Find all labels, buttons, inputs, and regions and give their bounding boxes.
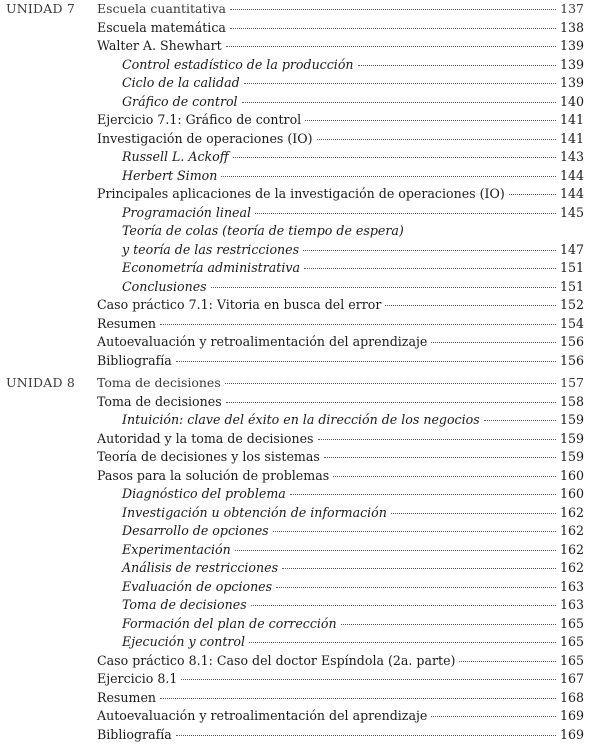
entry-page-number: 141 [560,112,585,127]
entry-row [122,596,584,615]
entry-row [122,241,584,260]
unit-title-row [97,374,584,393]
entry-row [97,296,584,315]
entry-page-number: 138 [560,19,585,35]
unit-title-row [97,0,584,19]
entry-row [97,393,584,412]
entry-row [122,504,584,523]
entry-row [122,93,584,112]
entry-row [122,204,584,223]
toc-subentry[interactable] [0,522,600,541]
dot-leader [226,46,556,47]
entry-row [122,278,584,297]
dot-leader [303,250,556,251]
toc-subentry[interactable] [0,578,600,597]
entry-row [122,222,584,241]
entry-page-number: 163 [560,578,585,594]
toc-subentry[interactable] [0,148,600,167]
dot-leader [255,213,556,214]
entry-title: Escuela matemática [97,19,226,35]
entry-title: Autoevaluación y retroalimentación del aprendizaje [97,334,428,349]
toc-entry[interactable] [0,185,600,204]
entry-row [122,74,584,93]
entry-title: Investigación u obtención de información [122,504,387,520]
entry-row [122,541,584,560]
dot-leader [304,268,556,269]
entry-title: y teoría de las restricciones [122,241,300,257]
entry-page-number: 163 [560,597,585,612]
entry-row [97,726,584,745]
entry-title: Evaluación de opciones [122,578,273,594]
entry-row [97,670,584,689]
entry-title: Bibliografía [97,726,172,742]
toc-subentry[interactable] [0,278,600,297]
entry-page-number: 167 [560,671,585,686]
entry-page-number: 159 [560,430,585,446]
entry-page-number: 159 [560,412,585,427]
entry-row [122,56,584,75]
unit-title: Escuela cuantitativa [97,1,226,16]
entry-page-number: 151 [560,278,585,294]
entry-row [97,467,584,486]
entry-page-number: 162 [560,541,585,557]
dot-leader [318,439,557,440]
entry-page-number: 169 [560,726,585,742]
toc-subentry[interactable] [0,93,600,112]
entry-page-number: 144 [560,186,585,201]
entry-title: Russell L. Ackoff [122,149,229,164]
entry-page-number: 151 [560,260,585,275]
entry-row [122,633,584,652]
dot-leader [226,402,556,403]
entry-title: Control estadístico de la producción [122,56,354,72]
entry-row [122,148,584,167]
unit-heading [0,0,600,19]
entry-row [122,485,584,504]
dot-leader [235,550,556,551]
entry-page-number: 169 [560,708,585,723]
dot-leader [181,679,556,680]
entry-page-number: 139 [560,75,585,90]
entry-title: Bibliografía [97,352,172,368]
toc-entry[interactable] [0,333,600,352]
entry-page-number: 139 [560,56,585,72]
dot-leader [211,287,556,288]
toc-subentry[interactable] [0,615,600,634]
toc-entry[interactable] [0,430,600,449]
entry-page-number: 140 [560,93,585,109]
toc-entry[interactable] [0,315,600,334]
toc-subentry[interactable] [0,559,600,578]
unit-heading [0,374,600,393]
entry-row [122,411,584,430]
toc-subentry[interactable] [0,74,600,93]
entry-page-number: 158 [560,393,585,409]
toc-subentry[interactable] [0,485,600,504]
toc-subentry[interactable] [0,222,600,241]
toc-subentry[interactable] [0,541,600,560]
entry-row [97,689,584,708]
dot-leader [431,716,556,717]
toc-subentry[interactable] [0,56,600,75]
entry-page-number: 152 [560,297,585,312]
toc-entry[interactable] [0,130,600,149]
dot-leader [244,83,556,84]
entry-row [122,259,584,278]
entry-row [97,315,584,334]
dot-leader [305,120,556,121]
dot-leader [341,624,556,625]
dot-leader [249,642,556,643]
dot-leader [317,139,556,140]
entry-page-number: 141 [560,130,585,146]
entry-row [97,19,584,38]
entry-title: Herbert Simon [122,167,218,183]
entry-page-number: 144 [560,167,585,183]
toc-entry[interactable] [0,352,600,371]
entry-title: Investigación de operaciones (IO) [97,130,313,146]
dot-leader [358,65,556,66]
toc-entry[interactable] [0,111,600,130]
toc-subentry[interactable] [0,411,600,430]
toc-entry[interactable] [0,467,600,486]
dot-leader [230,9,556,10]
entry-title: Desarrollo de opciones [122,523,269,538]
entry-row [97,333,584,352]
dot-leader [233,157,556,158]
dot-leader [176,361,556,362]
entry-title: Econometría administrativa [122,260,300,275]
entry-title: Resumen [97,689,157,705]
entry-row [97,37,584,56]
entry-title: Ejecución y control [122,634,246,649]
toc-entry[interactable] [0,670,600,689]
dot-leader [282,568,556,569]
entry-row [122,615,584,634]
entry-row [97,430,584,449]
dot-leader [230,28,556,29]
entry-page-number: 162 [560,560,585,575]
dot-leader [324,457,556,458]
entry-title: Ejercicio 7.1: Gráfico de control [97,112,302,127]
entry-title: Gráfico de control [122,93,238,109]
dot-leader [431,342,556,343]
dot-leader [242,102,556,103]
entry-row [122,559,584,578]
entry-page-number: 160 [560,467,585,483]
entry-page-number: 154 [560,315,585,331]
entry-row [122,522,584,541]
dot-leader [273,531,556,532]
unit-page-number: 137 [560,1,584,16]
dot-leader [276,587,556,588]
dot-leader [176,735,556,736]
toc-subentry[interactable] [0,204,600,223]
unit-section [0,370,600,744]
entry-row [97,448,584,467]
entry-row [97,352,584,371]
entry-page-number: 145 [560,204,585,220]
entry-page-number: 156 [560,334,585,349]
entry-title: Autoevaluación y retroalimentación del aprendizaje [97,708,428,723]
entry-row [122,578,584,597]
entry-title: Resumen [97,315,157,331]
dot-leader [160,698,556,699]
entry-title: Análisis de restricciones [122,560,279,575]
entry-row [97,652,584,671]
toc-subentry[interactable] [0,259,600,278]
entry-title: Programación lineal [122,204,252,220]
toc-entry[interactable] [0,689,600,708]
dot-leader [484,420,556,421]
entry-row [122,167,584,186]
entry-page-number: 162 [560,523,585,538]
toc-entry[interactable] [0,652,600,671]
entry-title: Principales aplicaciones de la investigación de operaciones (IO) [97,186,505,201]
dot-leader [391,513,556,514]
entry-title: Conclusiones [122,278,207,294]
entry-title: Toma de decisiones [97,393,222,409]
entry-page-number: 159 [560,449,585,464]
unit-label: UNIDAD 8 [6,375,76,390]
toc-subentry[interactable] [0,241,600,260]
entry-row [97,707,584,726]
entry-title: Ciclo de la calidad [122,75,240,90]
entry-page-number: 162 [560,504,585,520]
toc-subentry[interactable] [0,633,600,652]
entry-title: Ejercicio 8.1 [97,671,178,686]
dot-leader [333,476,556,477]
entry-page-number: 147 [560,241,585,257]
entry-page-number: 165 [560,634,585,649]
entry-page-number: 156 [560,352,585,368]
entry-page-number: 143 [560,149,585,164]
dot-leader [225,383,556,384]
entry-title: Autoridad y la toma de decisiones [97,430,314,446]
toc-entry[interactable] [0,726,600,745]
entry-title: Intuición: clave del éxito en la dirección de los negocios [122,412,480,427]
entry-title: Experimentación [122,541,231,557]
entry-page-number: 160 [560,486,585,501]
toc-entry[interactable] [0,296,600,315]
entry-title: Walter A. Shewhart [97,38,222,53]
entry-title: Teoría de colas (teoría de tiempo de espera) [122,223,404,238]
entry-row [97,111,584,130]
dot-leader [221,176,556,177]
dot-leader [385,305,556,306]
entry-page-number: 165 [560,615,585,631]
entry-title: Caso práctico 8.1: Caso del doctor Espíndola (2a. parte) [97,652,456,668]
entry-page-number: 168 [560,689,585,705]
entry-row [97,130,584,149]
dot-leader [160,324,556,325]
unit-page-number: 157 [560,375,584,390]
toc-subentry[interactable] [0,167,600,186]
entry-title: Pasos para la solución de problemas [97,467,330,483]
toc-entry[interactable] [0,448,600,467]
entry-title: Caso práctico 7.1: Vitoria en busca del error [97,297,382,312]
toc-entry[interactable] [0,19,600,38]
dot-leader [509,194,556,195]
toc-subentry[interactable] [0,596,600,615]
unit-label: UNIDAD 7 [6,1,76,16]
unit-section [0,0,600,370]
unit-title: Toma de decisiones [97,375,221,390]
toc-subentry[interactable] [0,504,600,523]
dot-leader [459,661,556,662]
entry-title: Diagnóstico del problema [122,486,286,501]
toc-entry[interactable] [0,393,600,412]
toc-entry[interactable] [0,37,600,56]
entry-page-number: 165 [560,652,585,668]
toc-entry[interactable] [0,707,600,726]
entry-page-number: 139 [560,38,585,53]
entry-title: Formación del plan de corrección [122,615,337,631]
entry-row [97,185,584,204]
dot-leader [290,494,556,495]
dot-leader [251,605,556,606]
entry-title: Teoría de decisiones y los sistemas [97,449,320,464]
entry-title: Toma de decisiones [122,597,247,612]
